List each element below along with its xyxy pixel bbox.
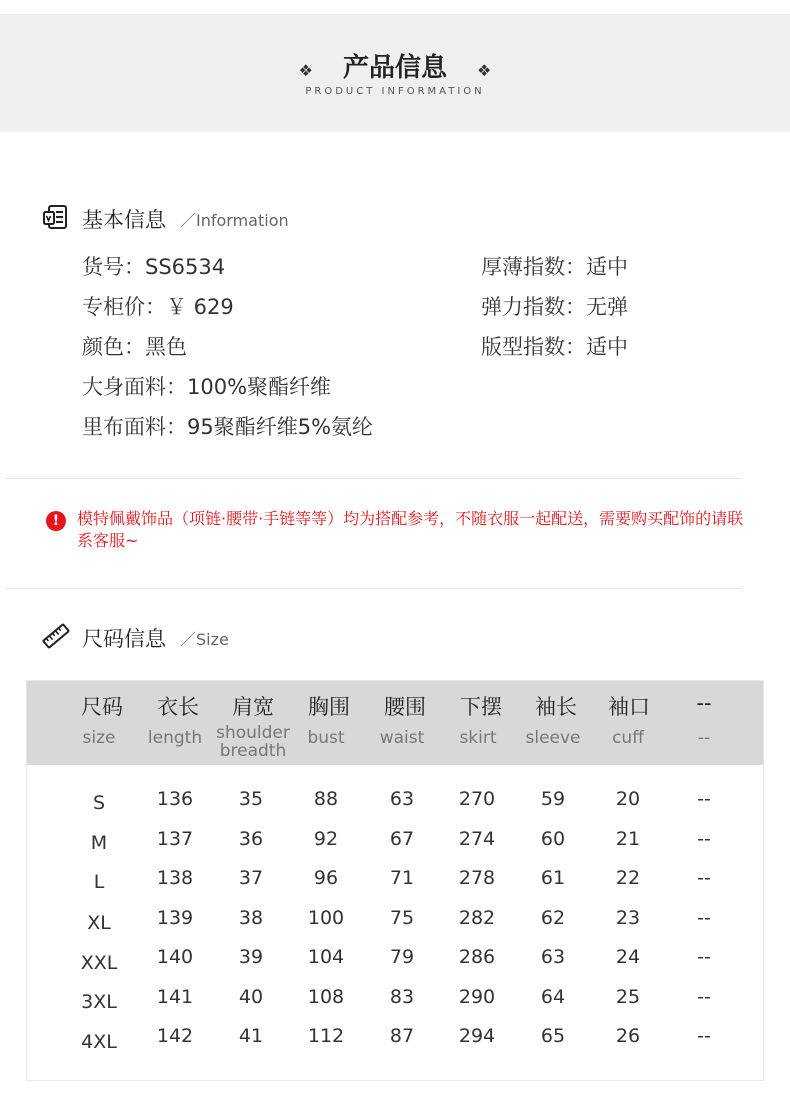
table-cell: 60 — [540, 828, 566, 850]
column-subheader: waist — [379, 728, 425, 748]
table-cell: 140 — [156, 946, 194, 968]
table-cell: -- — [697, 867, 711, 889]
table-cell: 100 — [307, 907, 345, 929]
table-cell: 25 — [615, 986, 641, 1008]
table-cell: -- — [697, 788, 711, 810]
table-cell: 37 — [238, 867, 264, 889]
accessory-notice: 模特佩戴饰品（项链·腰带·手链等等）均为搭配参考，不随衣服一起配送，需要购买配饰的请联系客服~ — [77, 509, 744, 550]
table-cell: 88 — [313, 788, 339, 810]
table-cell: 38 — [238, 907, 264, 929]
table-cell: 23 — [615, 907, 641, 929]
column-header: -- — [696, 691, 712, 715]
table-cell: 63 — [540, 946, 566, 968]
info-item-price: 专柜价：￥ 629 — [82, 295, 234, 319]
basic-info-heading — [42, 203, 342, 233]
column-header: 肩宽 — [232, 695, 274, 719]
column-header: 袖长 — [535, 695, 577, 719]
table-cell: 24 — [615, 946, 641, 968]
table-cell: -- — [697, 907, 711, 929]
table-cell: 278 — [458, 867, 496, 889]
table-cell: 274 — [458, 828, 496, 850]
page-title — [0, 47, 790, 84]
table-cell: 71 — [389, 867, 415, 889]
table-cell: 108 — [307, 986, 345, 1008]
info-item-color: 颜色：黑色 — [82, 335, 187, 359]
table-cell: 62 — [540, 907, 566, 929]
table-cell: 41 — [238, 1025, 264, 1047]
info-item-fit: 版型指数：适中 — [481, 335, 628, 359]
section-title: 基本信息 — [82, 208, 166, 232]
column-header: 衣长 — [157, 695, 199, 719]
divider — [5, 588, 741, 589]
page-title-text: 产品信息 — [342, 53, 447, 83]
column-header: 胸围 — [308, 695, 350, 719]
column-subheader: bust — [307, 728, 345, 748]
column-subheader: length — [147, 728, 203, 748]
document-icon — [42, 203, 70, 231]
info-item-lining-fabric: 里布面料：95聚酯纤维5%氨纶 — [82, 415, 374, 439]
table-cell: 92 — [313, 828, 339, 850]
table-cell: 142 — [156, 1025, 194, 1047]
table-cell: 39 — [238, 946, 264, 968]
info-item-body-fabric: 大身面料：100%聚酯纤维 — [82, 375, 332, 399]
table-cell: 282 — [458, 907, 496, 929]
table-cell: 21 — [615, 828, 641, 850]
column-header: 尺码 — [81, 695, 123, 719]
diamond-decoration-icon: ❖ — [298, 61, 313, 80]
size-label-cell: M — [90, 832, 108, 854]
divider — [5, 478, 741, 479]
table-cell: 139 — [156, 907, 194, 929]
diamond-decoration-icon: ❖ — [477, 61, 492, 80]
header-banner — [0, 14, 790, 132]
table-cell: 137 — [156, 828, 194, 850]
table-cell: 75 — [389, 907, 415, 929]
table-cell: 104 — [307, 946, 345, 968]
table-cell: -- — [697, 1025, 711, 1047]
table-cell: 22 — [615, 867, 641, 889]
table-cell: 40 — [238, 986, 264, 1008]
table-cell: 286 — [458, 946, 496, 968]
section-title: 尺码信息 — [82, 627, 166, 651]
size-label-cell: L — [93, 871, 105, 893]
table-header — [27, 681, 763, 765]
table-cell: 96 — [313, 867, 339, 889]
size-label-cell: 4XL — [81, 1031, 117, 1053]
size-table — [26, 680, 764, 1081]
table-cell: 64 — [540, 986, 566, 1008]
info-item-thickness: 厚薄指数：适中 — [481, 255, 628, 279]
column-subheader: cuff — [612, 728, 644, 748]
column-subheader: -- — [697, 728, 711, 748]
table-cell: -- — [697, 828, 711, 850]
table-cell: -- — [697, 986, 711, 1008]
column-subheader: skirt — [459, 728, 497, 748]
warning-icon: ! — [46, 511, 66, 531]
page-subtitle: PRODUCT INFORMATION — [305, 86, 485, 97]
column-subheader: shoulder breadth — [216, 723, 290, 761]
table-cell: 59 — [540, 788, 566, 810]
table-cell: 270 — [458, 788, 496, 810]
table-cell: 138 — [156, 867, 194, 889]
ruler-icon — [42, 622, 70, 650]
table-cell: 112 — [307, 1025, 345, 1047]
size-label-cell: XXL — [80, 952, 118, 974]
table-cell: -- — [697, 946, 711, 968]
table-cell: 61 — [540, 867, 566, 889]
table-cell: 26 — [615, 1025, 641, 1047]
table-cell: 87 — [389, 1025, 415, 1047]
table-cell: 36 — [238, 828, 264, 850]
table-cell: 141 — [156, 986, 194, 1008]
column-header: 腰围 — [384, 695, 426, 719]
size-label-cell: XL — [87, 912, 111, 934]
column-header: 下摆 — [460, 695, 502, 719]
table-cell: 79 — [389, 946, 415, 968]
section-subtitle: ／Information — [180, 211, 289, 230]
size-label-cell: 3XL — [81, 991, 117, 1013]
table-cell: 294 — [458, 1025, 496, 1047]
column-header: 袖口 — [608, 695, 650, 719]
table-cell: 67 — [389, 828, 415, 850]
column-subheader: sleeve — [525, 728, 581, 748]
table-cell: 20 — [615, 788, 641, 810]
info-item-elasticity: 弹力指数：无弹 — [481, 295, 628, 319]
size-info-heading — [42, 622, 342, 652]
table-cell: 65 — [540, 1025, 566, 1047]
table-cell: 63 — [389, 788, 415, 810]
section-subtitle: ／Size — [180, 630, 229, 649]
column-subheader: size — [82, 728, 116, 748]
table-cell: 83 — [389, 986, 415, 1008]
size-label-cell: S — [92, 792, 106, 814]
info-item-sku: 货号：SS6534 — [82, 255, 226, 279]
table-cell: 35 — [238, 788, 264, 810]
table-cell: 290 — [458, 986, 496, 1008]
table-cell: 136 — [156, 788, 194, 810]
